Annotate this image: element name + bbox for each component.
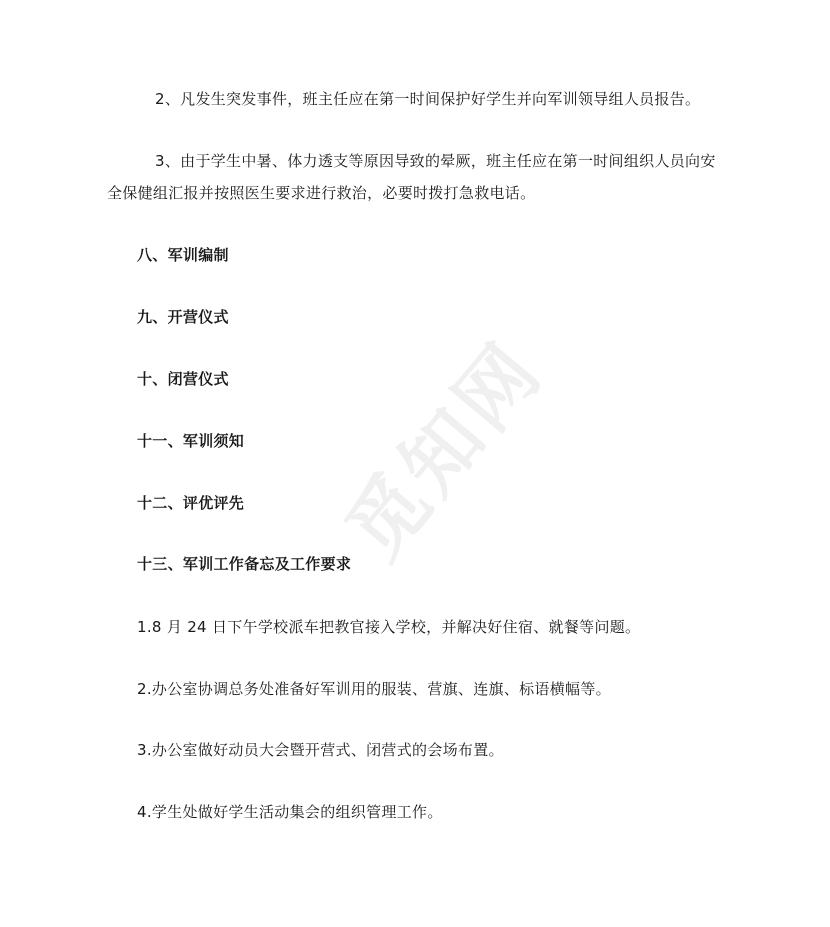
watermark: 觅知网 bbox=[329, 325, 561, 576]
paragraph-item-3-line-1: 3、由于学生中暑、体力透支等原因导致的晕厥，班主任应在第一时间组织人员向安 bbox=[155, 152, 716, 170]
section-heading-10: 十、闭营仪式 bbox=[137, 370, 229, 388]
list-item-3: 3.办公室做好动员大会暨开营式、闭营式的会场布置。 bbox=[137, 741, 504, 759]
list-item-4: 4.学生处做好学生活动集会的组织管理工作。 bbox=[137, 803, 443, 821]
paragraph-item-2: 2、凡发生突发事件，班主任应在第一时间保护好学生并向军训领导组人员报告。 bbox=[155, 90, 701, 108]
section-heading-11: 十一、军训须知 bbox=[137, 432, 245, 450]
list-item-1: 1.8 月 24 日下午学校派车把教官接入学校，并解决好住宿、就餐等问题。 bbox=[137, 618, 641, 636]
section-heading-8: 八、军训编制 bbox=[137, 246, 229, 264]
list-item-2: 2.办公室协调总务处准备好军训用的服装、营旗、连旗、标语横幅等。 bbox=[137, 680, 611, 698]
section-heading-13: 十三、军训工作备忘及工作要求 bbox=[137, 555, 352, 573]
paragraph-item-3-line-2: 全保健组汇报并按照医生要求进行救治，必要时拨打急救电话。 bbox=[107, 184, 536, 202]
section-heading-12: 十二、评优评先 bbox=[137, 494, 245, 512]
section-heading-9: 九、开营仪式 bbox=[137, 308, 229, 326]
